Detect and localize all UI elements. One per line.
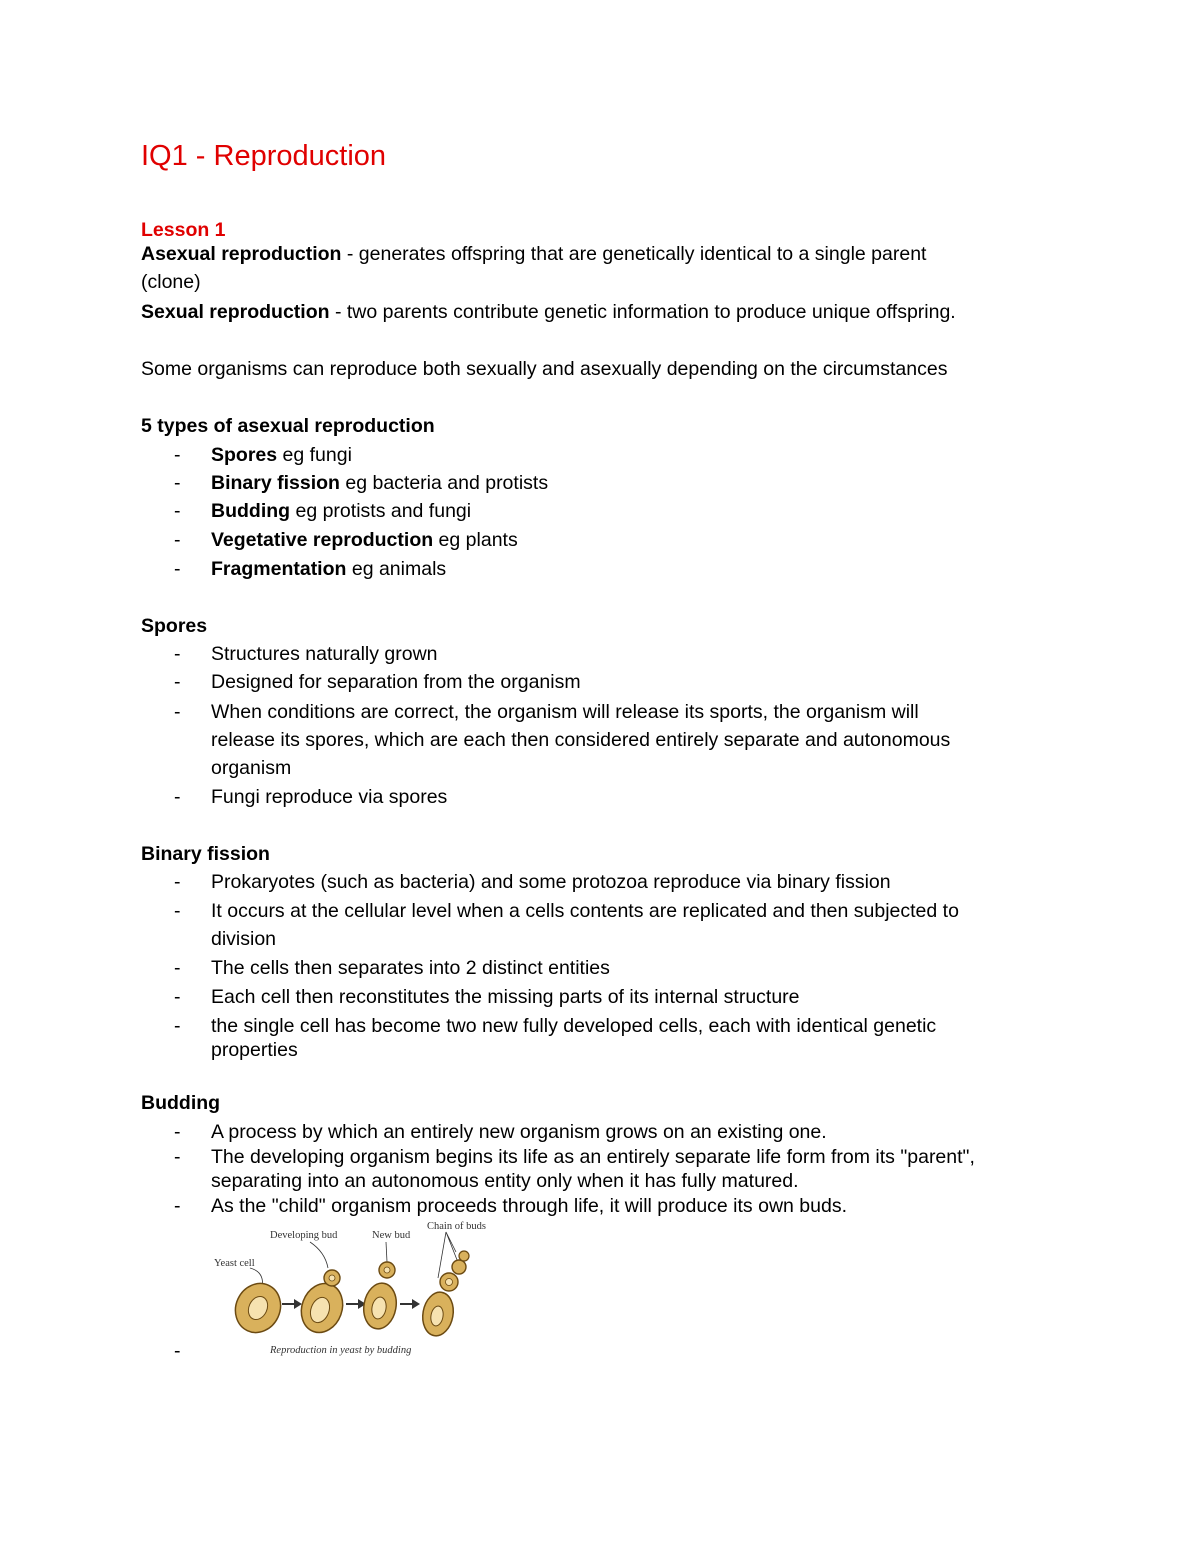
list-item: The developing organism begins its life as an entirely separate life form from its "parent", xyxy=(211,1146,975,1168)
list-item-text: eg plants xyxy=(433,529,518,551)
list-bullet: - xyxy=(174,558,181,580)
list-item-text: eg animals xyxy=(346,558,447,580)
list-item-term: Binary fission xyxy=(211,472,340,494)
list-item-continued: organism xyxy=(211,757,292,779)
definition-text: - two parents contribute genetic information to produce unique offspring. xyxy=(329,301,956,323)
definition-term: Sexual reproduction xyxy=(141,301,330,323)
list-item-continued: release its spores, which are each then considered entirely separate and autonomous xyxy=(211,729,951,751)
arrow-icon xyxy=(400,1299,420,1309)
definition-asexual xyxy=(141,242,926,266)
budding-cell-icon xyxy=(295,1270,350,1338)
chain-of-buds-icon xyxy=(419,1251,469,1338)
list-item xyxy=(211,528,518,552)
list-bullet: - xyxy=(174,529,181,551)
list-bullet: - xyxy=(174,701,181,723)
list-item xyxy=(211,443,352,467)
list-item xyxy=(211,557,446,581)
section-heading-types: 5 types of asexual reproduction xyxy=(141,415,435,437)
list-bullet: - xyxy=(174,472,181,494)
page-title: IQ1 - Reproduction xyxy=(141,140,387,172)
list-item-term: Vegetative reproduction xyxy=(211,529,434,551)
list-item-term: Spores xyxy=(211,444,278,466)
list-item-term: Fragmentation xyxy=(211,558,347,580)
list-item: When conditions are correct, the organism will release its sports, the organism will xyxy=(211,701,919,723)
section-heading-spores: Spores xyxy=(141,615,208,637)
list-bullet: - xyxy=(174,444,181,466)
note-paragraph: Some organisms can reproduce both sexually and asexually depending on the circumstances xyxy=(141,358,948,380)
list-item xyxy=(211,471,548,495)
list-item xyxy=(211,499,471,523)
list-bullet: - xyxy=(174,900,181,922)
lesson-heading: Lesson 1 xyxy=(141,219,226,241)
list-bullet: - xyxy=(174,671,181,693)
yeast-cell-icon xyxy=(227,1276,288,1340)
section-heading-budding: Budding xyxy=(141,1092,221,1114)
list-item-term: Budding xyxy=(211,500,291,522)
figure-caption: Reproduction in yeast by budding xyxy=(270,1345,412,1356)
list-bullet: - xyxy=(174,1121,181,1143)
list-bullet: - xyxy=(174,957,181,979)
list-bullet: - xyxy=(174,1340,181,1362)
list-item-text: eg bacteria and protists xyxy=(339,472,549,494)
list-item-text: eg protists and fungi xyxy=(290,500,472,522)
list-bullet: - xyxy=(174,1146,181,1168)
list-item: the single cell has become two new fully developed cells, each with identical genetic xyxy=(211,1015,937,1037)
new-bud-cell-icon xyxy=(360,1262,400,1331)
list-bullet: - xyxy=(174,643,181,665)
definition-asexual-continued: (clone) xyxy=(141,271,201,293)
label-yeast-cell: Yeast cell xyxy=(214,1258,255,1269)
pointer-line xyxy=(386,1242,387,1262)
list-item: Structures naturally grown xyxy=(211,643,438,665)
list-item-text: eg fungi xyxy=(277,444,352,466)
list-item: A process by which an entirely new organism grows on an existing one. xyxy=(211,1121,827,1143)
label-chain-of-buds: Chain of buds xyxy=(427,1221,486,1232)
list-item: Each cell then reconstitutes the missing parts of its internal structure xyxy=(211,986,800,1008)
list-bullet: - xyxy=(174,500,181,522)
list-item-continued: division xyxy=(211,928,277,950)
list-item: The cells then separates into 2 distinct entities xyxy=(211,957,610,979)
list-bullet: - xyxy=(174,986,181,1008)
list-item: As the "child" organism proceeds through life, it will produce its own buds. xyxy=(211,1195,847,1217)
definition-sexual xyxy=(141,300,956,324)
yeast-budding-figure xyxy=(210,1216,510,1358)
list-item: Fungi reproduce via spores xyxy=(211,786,448,808)
list-item: It occurs at the cellular level when a cells contents are replicated and then subjected to xyxy=(211,900,959,922)
list-item-continued: properties xyxy=(211,1039,298,1061)
arrow-icon xyxy=(282,1299,302,1309)
definition-text: - generates offspring that are genetically identical to a single parent xyxy=(341,243,927,265)
pointer-line xyxy=(310,1242,328,1268)
list-bullet: - xyxy=(174,1015,181,1037)
list-bullet: - xyxy=(174,786,181,808)
label-developing-bud: Developing bud xyxy=(270,1230,338,1241)
label-new-bud: New bud xyxy=(372,1230,411,1241)
list-bullet: - xyxy=(174,1195,181,1217)
definition-term: Asexual reproduction xyxy=(141,243,342,265)
list-bullet: - xyxy=(174,871,181,893)
section-heading-binary-fission: Binary fission xyxy=(141,843,270,865)
list-item-continued: separating into an autonomous entity only when it has fully matured. xyxy=(211,1170,799,1192)
list-item: Designed for separation from the organism xyxy=(211,671,581,693)
list-item: Prokaryotes (such as bacteria) and some protozoa reproduce via binary fission xyxy=(211,871,891,893)
